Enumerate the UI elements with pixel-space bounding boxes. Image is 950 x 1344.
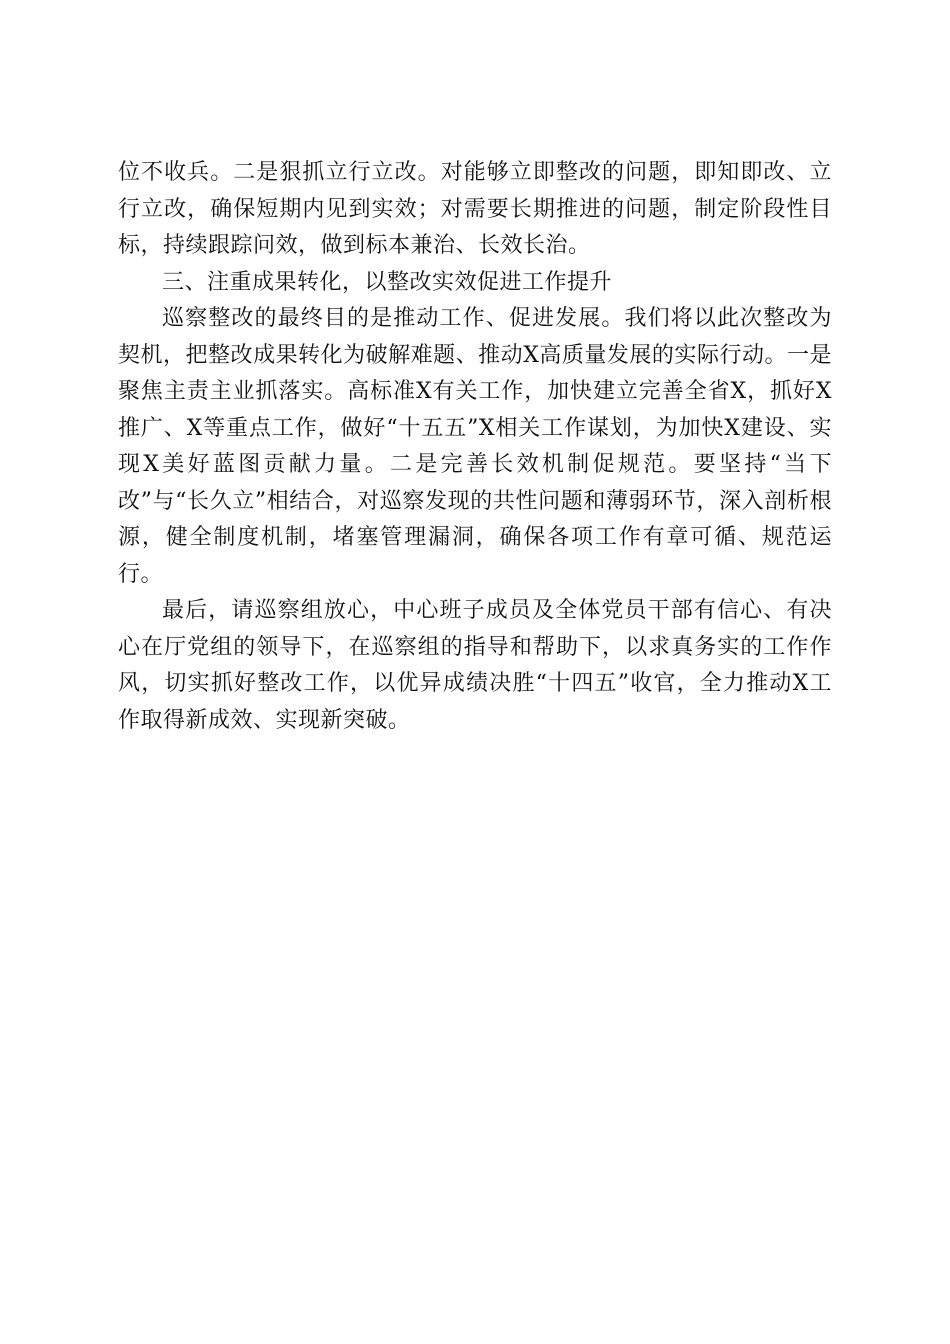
paragraph-closing: 最后，请巡察组放心，中心班子成员及全体党员干部有信心、有决心在厅党组的领导下，在巡察组的指导和帮助下，以求真务实的工作作风，切实抓好整改工作，以优异成绩决胜“十四五”收官，全力推动X工作取得新成效、实现新突破。 [118,598,832,733]
document-body [118,155,832,739]
paragraph-results: 巡察整改的最终目的是推动工作、促进发展。我们将以此次整改为契机，把整改成果转化为破解难题、推动X高质量发展的实际行动。一是聚焦主责主业抓落实。高标准X有关工作，加快建立完善全省X，抓好X推广、X等重点工作，做好“十五五”X相关工作谋划，为加快X建设、实现X美好蓝图贡献力量。二是完善长效机制促规范。要坚持“当下改”与“长久立”相结合，对巡察发现的共性问题和薄弱环节，深入剖析根源，健全制度机制，堵塞管理漏洞，确保各项工作有章可循、规范运行。 [118,306,832,587]
section-heading: 三、注重成果转化，以整改实效促进工作提升 [162,269,613,295]
paragraph-continuation: 位不收兵。二是狠抓立行立改。对能够立即整改的问题，即知即改、立行立改，确保短期内见到实效；对需要长期推进的问题，制定阶段性目标，持续跟踪问效，做到标本兼治、长效长治。 [118,160,832,258]
